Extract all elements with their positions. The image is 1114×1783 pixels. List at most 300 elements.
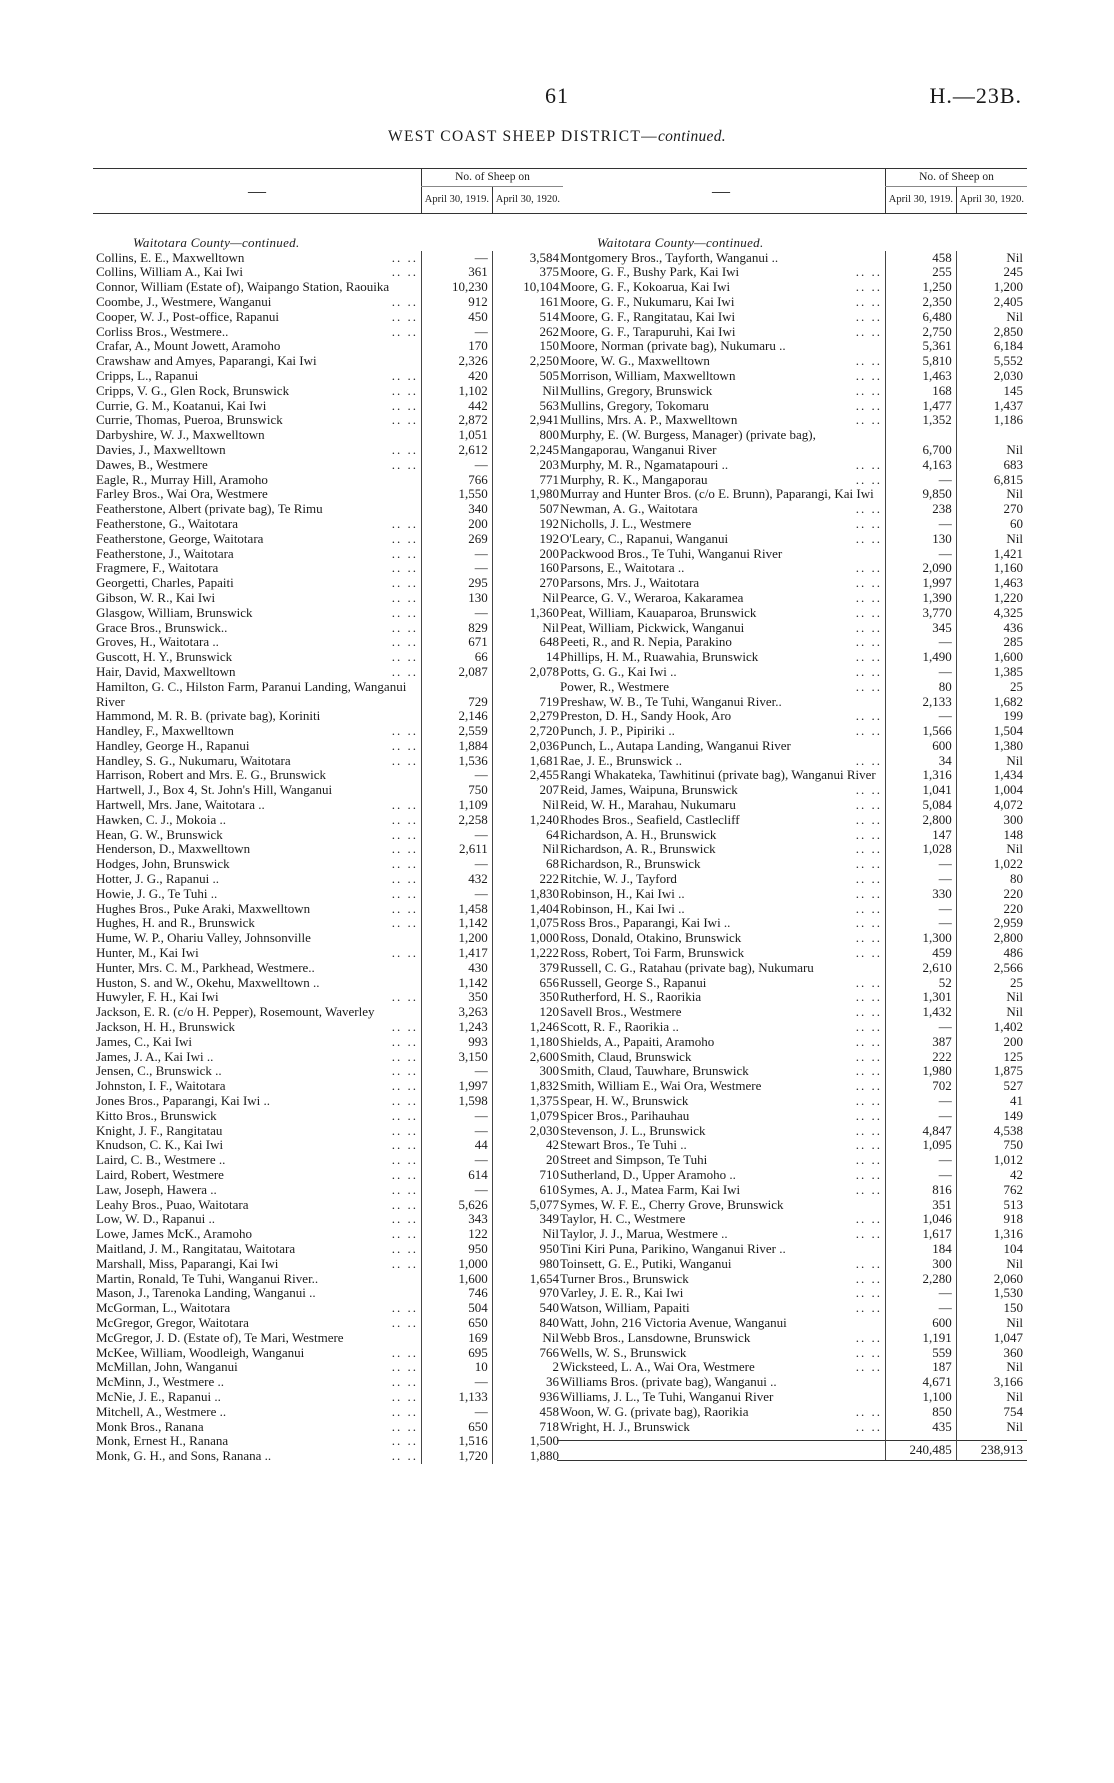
count-1920: 1,682 (956, 695, 1027, 710)
table-row (557, 1390, 1027, 1405)
count-1919: 1,102 (422, 384, 493, 399)
table-row (93, 339, 563, 354)
holder-name (93, 1286, 422, 1301)
holder-name-text: Hughes Bros., Puke Araki, Maxwelltown (96, 900, 311, 916)
sheep-count-header: No. of Sheep on (886, 169, 1028, 187)
count-1920: 375 (492, 265, 563, 280)
table-row (557, 798, 1027, 813)
holder-name-text: Collins, E. E., Maxwelltown (96, 249, 245, 265)
count-1920: 840 (492, 1316, 563, 1331)
count-1919: 1,516 (422, 1434, 493, 1449)
count-1919: — (422, 1375, 493, 1390)
count-1919: — (886, 1094, 957, 1109)
holder-name (93, 739, 422, 754)
name-column-header: — (557, 169, 886, 214)
leader-dots: .. .. (391, 945, 418, 961)
leader-dots: .. .. (855, 1048, 882, 1064)
count-1919: 3,150 (422, 1050, 493, 1065)
holder-name-text: Corliss Bros., Westmere.. (96, 323, 229, 339)
count-1919: 650 (422, 1420, 493, 1435)
count-1919: 1,046 (886, 1212, 957, 1227)
count-1919: 330 (886, 887, 957, 902)
count-1920: Nil (956, 428, 1027, 458)
leader-dots: .. .. (391, 856, 418, 872)
holder-name-text: Wicksteed, L. A., Wai Ora, Westmere (560, 1359, 755, 1375)
leader-dots: .. .. (855, 353, 882, 369)
count-1919: 5,810 (886, 354, 957, 369)
holder-name (93, 561, 422, 576)
leader-dots: .. .. (855, 1063, 882, 1079)
leader-dots: .. .. (855, 1078, 882, 1094)
count-1920: 1,160 (956, 561, 1027, 576)
table-row (93, 458, 563, 473)
holder-name-text: Wells, W. S., Brunswick (560, 1344, 687, 1360)
leader-dots: .. .. (391, 841, 418, 857)
holder-name (93, 1064, 422, 1079)
leader-dots: .. .. (855, 619, 882, 635)
holder-name (93, 473, 422, 488)
holder-name (93, 1227, 422, 1242)
count-1919: 1,997 (422, 1079, 493, 1094)
holder-name (93, 709, 422, 724)
holder-name-text: Symes, W. F. E., Cherry Grove, Brunswick (560, 1196, 784, 1212)
holder-name (93, 768, 422, 783)
count-1920: 148 (956, 828, 1027, 843)
holder-name (557, 473, 886, 488)
leader-dots: .. .. (391, 382, 418, 398)
count-1920: 762 (956, 1183, 1027, 1198)
holder-name-text: Farley Bros., Wai Ora, Westmere (96, 486, 268, 502)
table-row (93, 325, 563, 340)
count-1920: 199 (956, 709, 1027, 724)
holder-name-text: Robinson, H., Kai Iwi .. (560, 885, 685, 901)
count-1919: — (422, 1064, 493, 1079)
count-1920: 222 (492, 872, 563, 887)
leader-dots: .. .. (855, 515, 882, 531)
leader-dots: .. .. (391, 1344, 418, 1360)
table-row (557, 1331, 1027, 1346)
holder-name (557, 1301, 886, 1316)
count-1920: 513 (956, 1198, 1027, 1213)
holder-name-text: Maitland, J. M., Rangitatau, Waitotara (96, 1240, 296, 1256)
totals-row (557, 1441, 1027, 1461)
holder-name (93, 990, 422, 1005)
holder-name (557, 650, 886, 665)
count-1919: 130 (886, 532, 957, 547)
count-1920: Nil (492, 1227, 563, 1242)
count-1919: 5,361 (886, 339, 957, 354)
holder-name (93, 502, 422, 517)
leader-dots: .. .. (391, 723, 418, 739)
year-1920-header: April 30, 1920. (956, 186, 1027, 213)
county-heading-text: Waitotara County—continued. (133, 234, 300, 250)
holder-name-text: Moore, G. F., Nukumaru, Kai Iwi (560, 293, 735, 309)
count-1920: Nil (492, 1331, 563, 1346)
table-row (557, 1020, 1027, 1035)
table-row (93, 1420, 563, 1435)
sheep-table-right (557, 168, 1027, 1461)
holder-name (557, 1316, 886, 1331)
holder-name-text: Currie, Thomas, Pueroa, Brunswick (96, 412, 283, 428)
table-row (93, 1301, 563, 1316)
table-row (93, 709, 563, 724)
holder-name-text: Williams Bros. (private bag), Wanganui .. (560, 1374, 777, 1390)
holder-name (93, 946, 422, 961)
count-1920: Nil (956, 1360, 1027, 1375)
count-1919: 295 (422, 576, 493, 591)
count-1920: 192 (492, 532, 563, 547)
count-1920: 14 (492, 650, 563, 665)
count-1920: 1,437 (956, 399, 1027, 414)
count-1920: 1,402 (956, 1020, 1027, 1035)
holder-name-text: Newman, A. G., Waitotara (560, 501, 698, 517)
table-row (93, 976, 563, 991)
count-1920: 1,504 (956, 724, 1027, 739)
holder-name (93, 280, 422, 295)
holder-name (557, 813, 886, 828)
holder-name (93, 872, 422, 887)
table-row (93, 1346, 563, 1361)
holder-name (557, 1005, 886, 1020)
table-row (93, 369, 563, 384)
count-1920: 1,832 (492, 1079, 563, 1094)
count-1919: — (886, 872, 957, 887)
leader-dots: .. .. (391, 1019, 418, 1035)
table-row (93, 621, 563, 636)
holder-name-text: Phillips, H. M., Ruawahia, Brunswick (560, 649, 759, 665)
count-1919: 2,087 (422, 665, 493, 680)
leader-dots: .. .. (855, 752, 882, 768)
holder-name (557, 1064, 886, 1079)
leader-dots: .. .. (391, 1359, 418, 1375)
table-row (557, 872, 1027, 887)
holder-name-text: Murphy, E. (W. Burgess, Manager) (private bag), Mangaporau, Wanganui River (560, 427, 816, 457)
table-row (557, 754, 1027, 769)
leader-dots: .. .. (391, 1255, 418, 1271)
count-1920: 610 (492, 1183, 563, 1198)
holder-name-text: Ross, Robert, Toi Farm, Brunswick (560, 945, 745, 961)
count-1920: 42 (492, 1138, 563, 1153)
holder-name-text: Cripps, V. G., Glen Rock, Brunswick (96, 382, 290, 398)
leader-dots: .. .. (855, 634, 882, 650)
table-row (557, 990, 1027, 1005)
holder-name (93, 1272, 422, 1287)
holder-name (93, 1316, 422, 1331)
count-1919: 1,095 (886, 1138, 957, 1153)
holder-name (557, 354, 886, 369)
count-1920: 2,941 (492, 413, 563, 428)
holder-name (557, 976, 886, 991)
table-row (93, 768, 563, 783)
table-row (557, 1064, 1027, 1079)
count-1920: 10,104 (492, 280, 563, 295)
holder-name (93, 1035, 422, 1050)
leader-dots: .. .. (855, 1211, 882, 1227)
holder-name (93, 857, 422, 872)
holder-name (557, 1138, 886, 1153)
holder-name (93, 1094, 422, 1109)
holder-name (557, 1198, 886, 1213)
holder-name (557, 606, 886, 621)
total-1920: 238,913 (956, 1441, 1027, 1461)
count-1919: 2,280 (886, 1272, 957, 1287)
holder-name (557, 561, 886, 576)
count-1920: 1,875 (956, 1064, 1027, 1079)
holder-name (93, 1390, 422, 1405)
count-1919: — (422, 547, 493, 562)
count-1920: 245 (956, 265, 1027, 280)
leader-dots: .. .. (855, 974, 882, 990)
holder-name (557, 1257, 886, 1272)
holder-name-text: Hume, W. P., Ohariu Valley, Johnsonville (96, 930, 311, 946)
count-1920: 563 (492, 399, 563, 414)
holder-name-text: Henderson, D., Maxwelltown (96, 841, 251, 857)
table-row (557, 1316, 1027, 1331)
table-row (93, 532, 563, 547)
table-row (557, 961, 1027, 976)
page-number: 61 (545, 83, 569, 108)
count-1919: 6,700 (886, 428, 957, 458)
table-row (93, 946, 563, 961)
title-continued: continued. (657, 128, 726, 145)
holder-name (93, 1346, 422, 1361)
count-1919: — (422, 561, 493, 576)
leader-dots: .. .. (855, 1359, 882, 1375)
count-1920: 2,455 (492, 768, 563, 783)
count-1919: — (422, 828, 493, 843)
holder-name (557, 339, 886, 354)
table-row (93, 310, 563, 325)
leader-dots: .. .. (855, 530, 882, 546)
holder-name (93, 798, 422, 813)
count-1920: 527 (956, 1079, 1027, 1094)
holder-name (93, 961, 422, 976)
table-row (93, 280, 563, 295)
holder-name (93, 487, 422, 502)
count-1920: 160 (492, 561, 563, 576)
table-row (557, 1360, 1027, 1375)
table-row (93, 724, 563, 739)
count-1919: 2,610 (886, 961, 957, 976)
holder-name (93, 428, 422, 443)
count-1919: — (886, 1286, 957, 1301)
count-1920: 6,184 (956, 339, 1027, 354)
count-1919: 1,142 (422, 976, 493, 991)
leader-dots: .. .. (855, 1270, 882, 1286)
holder-name (557, 1124, 886, 1139)
holder-name-text: Parsons, E., Waitotara .. (560, 560, 685, 576)
leader-dots: .. .. (391, 1152, 418, 1168)
table-row (557, 310, 1027, 325)
leader-dots: .. .. (391, 1181, 418, 1197)
count-1920: 220 (956, 902, 1027, 917)
holder-name-text: Eagle, R., Murray Hill, Aramoho (96, 471, 268, 487)
holder-name-text: Hartwell, Mrs. Jane, Waitotara .. (96, 797, 265, 813)
count-1920: 379 (492, 961, 563, 976)
holder-name (93, 1005, 422, 1020)
leader-dots: .. .. (391, 1211, 418, 1227)
holder-name (557, 902, 886, 917)
leader-dots: .. .. (855, 367, 882, 383)
leader-dots: .. .. (855, 723, 882, 739)
holder-name (93, 828, 422, 843)
holder-name-text: Spicer Bros., Parihauhau (560, 1107, 690, 1123)
holder-name-text: Laird, Robert, Westmere (96, 1167, 224, 1182)
count-1920: Nil (956, 1390, 1027, 1405)
holder-name-text: Spear, H. W., Brunswick (560, 1093, 689, 1109)
holder-name-text: Rae, J. E., Brunswick .. (560, 752, 683, 768)
count-1920: 800 (492, 428, 563, 443)
table-row (93, 842, 563, 857)
count-1920: 1,180 (492, 1035, 563, 1050)
leader-dots: .. .. (855, 1344, 882, 1360)
count-1920: 1,500 (492, 1434, 563, 1449)
holder-name-text: Huwyler, F. H., Kai Iwi (96, 989, 219, 1005)
holder-name-text: Reid, W. H., Marahau, Nukumaru (560, 797, 736, 813)
holder-name (557, 1020, 886, 1035)
holder-name-text: Moore, Norman (private bag), Nukumaru .. (560, 338, 786, 354)
count-1919: — (886, 473, 957, 488)
leader-dots: .. .. (391, 871, 418, 887)
count-1919: 746 (422, 1286, 493, 1301)
count-1920: 2,800 (956, 931, 1027, 946)
table-row (557, 399, 1027, 414)
leader-dots: .. .. (391, 545, 418, 561)
leader-dots: .. .. (391, 589, 418, 605)
count-1920: 1,600 (956, 650, 1027, 665)
table-row (93, 487, 563, 502)
document-code: H.—23B. (929, 83, 1022, 108)
count-1919: 200 (422, 517, 493, 532)
holder-name-text: Jackson, E. R. (c/o H. Pepper), Rosemount, Waverley (96, 1004, 375, 1020)
holder-name-text: Smith, William E., Wai Ora, Westmere (560, 1078, 762, 1094)
holder-name-text: Jones Bros., Paparangi, Kai Iwi .. (96, 1093, 271, 1109)
leader-dots: .. .. (855, 945, 882, 961)
holder-name (557, 680, 886, 695)
count-1919: 1,566 (886, 724, 957, 739)
count-1919: 600 (886, 1316, 957, 1331)
table-row (93, 1153, 563, 1168)
table-row (93, 413, 563, 428)
holder-name-text: Moore, G. F., Rangitatau, Kai Iwi (560, 308, 736, 324)
holder-name-text: Collins, William A., Kai Iwi (96, 264, 243, 280)
holder-name-text: Turner Bros., Brunswick (560, 1270, 689, 1286)
table-row (93, 916, 563, 931)
leader-dots: .. .. (391, 1226, 418, 1242)
count-1920: 36 (492, 1375, 563, 1390)
table-row (93, 887, 563, 902)
count-1919: 2,326 (422, 354, 493, 369)
table-row (557, 1050, 1027, 1065)
leader-dots: .. .. (391, 1418, 418, 1434)
table-row (557, 621, 1027, 636)
count-1919: 2,258 (422, 813, 493, 828)
holder-name (93, 1079, 422, 1094)
count-1919: — (422, 857, 493, 872)
count-1920: 771 (492, 473, 563, 488)
holder-name-text: Jensen, C., Brunswick .. (96, 1063, 222, 1079)
table-row (557, 265, 1027, 280)
holder-name (93, 1257, 422, 1272)
count-1919: 351 (886, 1198, 957, 1213)
holder-name-text: McNie, J. E., Rapanui .. (96, 1388, 221, 1404)
table-row (557, 1227, 1027, 1242)
table-row (93, 1449, 563, 1464)
count-1919: 34 (886, 754, 957, 769)
leader-dots: .. .. (855, 604, 882, 620)
count-1919: 1,250 (886, 280, 957, 295)
count-1919: 340 (422, 502, 493, 517)
leader-dots: .. .. (855, 293, 882, 309)
holder-name (557, 369, 886, 384)
holder-name-text: Preston, D. H., Sandy Hook, Aro (560, 708, 732, 724)
holder-name-text: Hotter, J. G., Rapanui .. (96, 871, 219, 887)
holder-name (93, 1331, 422, 1346)
count-1919: 3,263 (422, 1005, 493, 1020)
holder-name (557, 1346, 886, 1361)
holder-name-text: James, J. A., Kai Iwi .. (96, 1048, 214, 1064)
holder-name-text: Mullins, Gregory, Tokomaru (560, 397, 709, 413)
holder-name (93, 1242, 422, 1257)
table-row (557, 783, 1027, 798)
holder-name-text: Monk, Ernest H., Ranana (96, 1433, 229, 1449)
holder-name-text: Scott, R. F., Raorikia .. (560, 1019, 679, 1035)
holder-name (557, 709, 886, 724)
table-row (557, 724, 1027, 739)
holder-name-text: Savell Bros., Westmere (560, 1004, 682, 1020)
leader-dots: .. .. (855, 826, 882, 842)
count-1919: 147 (886, 828, 957, 843)
count-1919: 1,243 (422, 1020, 493, 1035)
table-row (93, 1079, 563, 1094)
title-main: WEST COAST SHEEP DISTRICT— (388, 128, 658, 145)
holder-name-text: Smith, Claud, Brunswick (560, 1048, 692, 1064)
holder-name (93, 443, 422, 458)
table-row (557, 487, 1027, 502)
count-1920: 540 (492, 1301, 563, 1316)
count-1919: 650 (422, 1316, 493, 1331)
leader-dots: .. .. (391, 264, 418, 280)
count-1920: 104 (956, 1242, 1027, 1257)
table-row (557, 473, 1027, 488)
table-row (557, 295, 1027, 310)
holder-name (557, 621, 886, 636)
count-1920: 285 (956, 635, 1027, 650)
holder-name-text: Cripps, L., Rapanui (96, 367, 199, 383)
holder-name-text: Knudson, C. K., Kai Iwi (96, 1137, 224, 1153)
table-row (557, 916, 1027, 931)
holder-name-text: Martin, Ronald, Te Tuhi, Wanganui River.. (96, 1270, 319, 1286)
count-1919: 169 (422, 1331, 493, 1346)
count-1919: 1,352 (886, 413, 957, 428)
holder-name (93, 1198, 422, 1213)
holder-name (93, 265, 422, 280)
table-row (557, 384, 1027, 399)
holder-name-text: Currie, G. M., Koatanui, Kai Iwi (96, 397, 267, 413)
holder-name-text: Montgomery Bros., Tayforth, Wanganui .. (560, 249, 779, 265)
count-1919: 1,463 (886, 369, 957, 384)
holder-name (93, 976, 422, 991)
leader-dots: .. .. (391, 604, 418, 620)
holder-name-text: Cooper, W. J., Post-office, Rapanui (96, 308, 280, 324)
count-1920: Nil (956, 1257, 1027, 1272)
leader-dots: .. .. (391, 885, 418, 901)
table-row (557, 1301, 1027, 1316)
table-row (93, 1257, 563, 1272)
count-1919: 1,997 (886, 576, 957, 591)
holder-name (557, 458, 886, 473)
holder-name-text: Darbyshire, W. J., Maxwelltown (96, 427, 265, 443)
